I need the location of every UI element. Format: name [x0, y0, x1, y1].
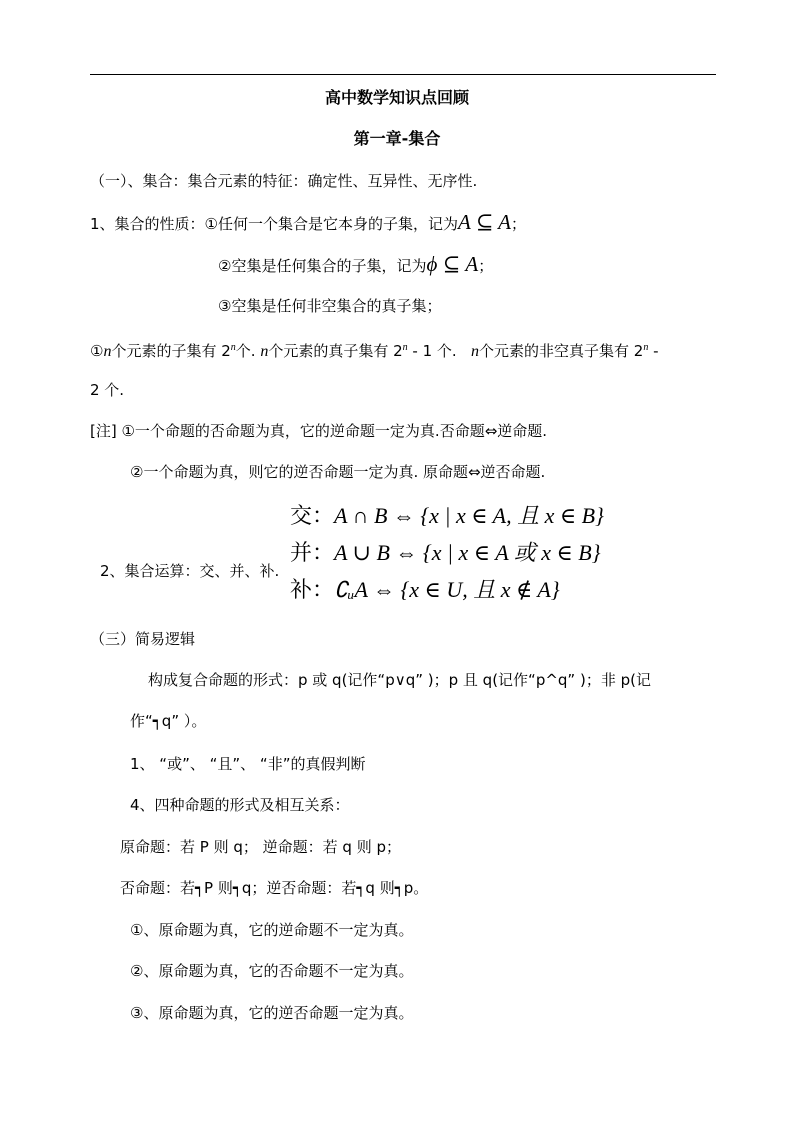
- note-1: [注] ①一个命题的否命题为真，它的逆命题一定为真.否命题⇔逆命题.: [90, 422, 548, 440]
- truth-judgement: 1、 “或”、 “且”、 “非”的真假判断: [130, 755, 366, 773]
- original-converse-line: 原命题：若 P 则 q； 逆命题：若 q 则 p；: [120, 838, 401, 856]
- count-marker: ①: [90, 342, 104, 360]
- conclusion-1: ①、原命题为真，它的逆命题不一定为真。: [130, 921, 414, 939]
- exp-n: n: [230, 342, 236, 353]
- conclusion-2: ②、原命题为真，它的否命题不一定为真。: [130, 962, 414, 980]
- union-expr: A ∪ B ⇔ {x | x ∈ A 或 x ∈ B}: [334, 540, 601, 565]
- note-2: ②一个命题为真，则它的逆否命题一定为真. 原命题⇔逆否命题.: [130, 463, 546, 481]
- union-label: 并：: [290, 541, 335, 566]
- compound-form-line-1: 构成复合命题的形式：p 或 q(记作“p∨q” )；p 且 q(记作“p^q” )；非 p(记: [148, 671, 651, 689]
- header-rule: [90, 74, 716, 75]
- compound-form-line-2: 作“┑q” ）。: [130, 712, 207, 730]
- property-line-3: ③空集是任何非空集合的真子集；: [218, 297, 442, 315]
- count-text-5: 个元素的非空真子集有 2: [478, 342, 644, 360]
- conclusion-3: ③、原命题为真，它的逆否命题一定为真。: [130, 1004, 414, 1022]
- count-text-1: 个元素的子集有 2: [111, 342, 231, 360]
- page-title: 高中数学知识点回顾: [324, 88, 469, 107]
- inverse-contrapositive-line: 否命题：若┑P 则┑q；逆否命题：若┑q 则┑p。: [120, 879, 429, 897]
- property-1-text: 1、集合的性质：①任何一个集合是它本身的子集，记为: [90, 215, 458, 233]
- property-2-end: ；: [478, 257, 494, 275]
- subset-formula-1: A ⊆ A: [458, 210, 511, 234]
- var-n: n: [470, 343, 479, 360]
- subset-count-line: [90, 338, 659, 362]
- set-operations-label: 2、集合运算：交、并、补.: [100, 562, 280, 580]
- chapter-title: 第一章-集合: [353, 129, 441, 148]
- var-n: n: [103, 343, 112, 360]
- intersection-label: 交：: [290, 504, 335, 529]
- property-line-2: [218, 254, 493, 276]
- count-text-4: - 1 个.: [407, 342, 457, 360]
- exp-n: n: [402, 342, 408, 353]
- exp-n: n: [643, 342, 649, 353]
- section-1-heading: （一）、集合：集合元素的特征：确定性、互异性、无序性.: [90, 172, 478, 190]
- intersection-formula: [290, 501, 604, 533]
- subset-count-line-2: 2 个.: [90, 381, 125, 399]
- var-n: n: [260, 343, 269, 360]
- property-line-1: [90, 212, 526, 234]
- intersection-expr: A ∩ B ⇔ {x | x ∈ A, 且 x ∈ B}: [334, 503, 604, 528]
- union-formula: [290, 538, 601, 570]
- section-3-heading: （三）简易逻辑: [90, 630, 196, 648]
- property-1-end: ；: [511, 215, 527, 233]
- count-text-3: 个元素的真子集有 2: [268, 342, 403, 360]
- complement-formula: [290, 575, 560, 607]
- complement-label: 补：: [290, 578, 335, 603]
- four-propositions-heading: 4、四种命题的形式及相互关系：: [130, 796, 350, 814]
- count-text-2: 个.: [235, 342, 256, 360]
- subset-formula-2: ϕ ⊆ A: [426, 252, 479, 276]
- property-2-text: ②空集是任何集合的子集，记为: [218, 257, 427, 275]
- count-text-6: -: [648, 342, 659, 360]
- complement-expr: ∁ᵤA ⇔ {x ∈ U, 且 x ∉ A}: [334, 577, 560, 602]
